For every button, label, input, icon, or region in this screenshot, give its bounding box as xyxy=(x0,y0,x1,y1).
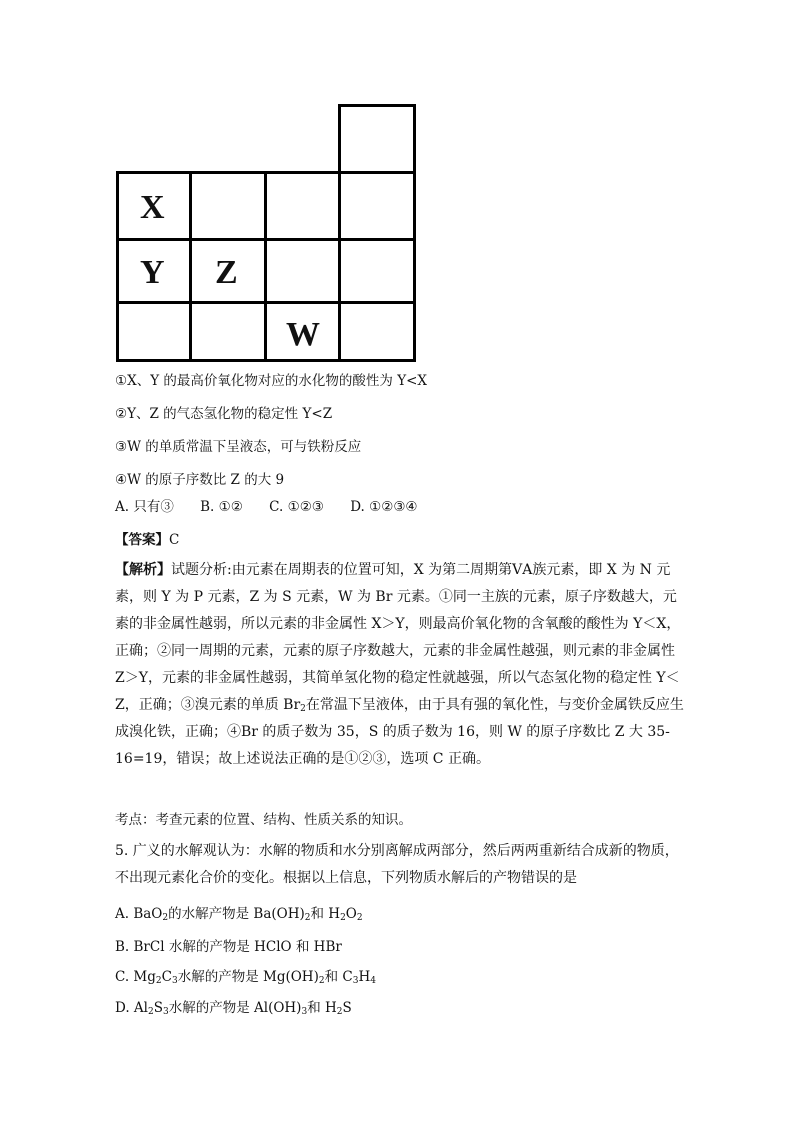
q5-option-b: B. BrCl 水解的产物是 HClO 和 HBr xyxy=(115,939,342,955)
statement-4: ④W 的原子序数比 Z 的大 9 xyxy=(115,472,285,488)
option-d: D. ①②③④ xyxy=(350,499,418,515)
analysis-subscript: 2 xyxy=(300,704,306,714)
answer-options xyxy=(115,497,440,517)
answer-label: 【答案】 xyxy=(115,532,169,548)
element-symbol-w: W xyxy=(286,316,320,353)
table-cell xyxy=(338,301,416,362)
q5-option-d: D. $Al_2S_3$水解的产物是 $Al(OH)_3$和 $H_2S$ xyxy=(115,1000,352,1017)
option-b: B. ①② xyxy=(200,499,243,515)
q5-option-a: A. BaO$_2$的水解产物是 $Ba(OH)_2$和 $H_2O_2$ xyxy=(115,906,363,923)
q5-option-c: C. $Mg_2C_3$水解的产物是 $Mg(OH)_2$和 $C_3H_4$ xyxy=(115,969,376,986)
analysis-text-2: 在常温下呈液体，由于具有强的氧化性，与变价金属铁反应生成溴化铁，正确；④Br 的质子数为 35，S 的质子数为 16，则 W 的原子序数比 Z 大 35-16=19，错误；故上述说法正确的是①②③，选项 C 正确。 xyxy=(115,697,684,767)
table-cell xyxy=(189,301,267,362)
kaodian-line: 考点：考查元素的位置、结构、性质关系的知识。 xyxy=(115,812,412,828)
table-cell xyxy=(189,171,267,241)
element-symbol-z: Z xyxy=(215,254,238,291)
analysis-label: 【解析】 xyxy=(115,562,171,578)
analysis-paragraph xyxy=(115,557,685,773)
statement-1: ①X、Y 的最高价氧化物对应的水化物的酸性为 Y<X xyxy=(115,373,428,389)
periodic-table-fragment xyxy=(0,0,794,370)
element-symbol-y: Y xyxy=(140,254,165,291)
table-cell xyxy=(116,301,192,362)
option-c: C. ①②③ xyxy=(269,499,324,515)
element-symbol-x: X xyxy=(140,189,165,226)
statement-3: ③W 的单质常温下呈液态，可与铁粉反应 xyxy=(115,439,362,455)
answer-line xyxy=(115,530,179,550)
table-cell xyxy=(338,104,416,174)
table-cell xyxy=(338,238,416,304)
table-cell xyxy=(338,171,416,241)
table-cell xyxy=(264,171,341,241)
analysis-text-1: 试题分析:由元素在周期表的位置可知，X 为第二周期第ⅤA族元素，即 X 为 N 元素，则 Y 为 P 元素，Z 为 S 元素，W 为 Br 元素。①同一主族的元素，原子序数越大，元素的非金属性越弱，所以元素的非金属性 X＞Y，则最高价氧化物的含氧酸的酸性为 Y＜X，正确；②同一周期的元素，元素的原子序数越大，元素的非金属性越强，则元素的非金属性 Z＞Y，元素的非金属性越弱，其简单氢化物的稳定性就越强，所以气态氢化物的稳定性 Y＜Z，正确；③溴元素的单质 Br xyxy=(115,562,681,713)
question-5-stem: 5. 广义的水解观认为：水解的物质和水分别离解成两部分，然后两两重新结合成新的物质，不出现元素化合价的变化。根据以上信息，下列物质水解后的产物错误的是 xyxy=(115,843,679,886)
table-cell xyxy=(264,238,341,304)
option-a: A. 只有③ xyxy=(115,499,174,515)
statement-2: ②Y、Z 的气态氢化物的稳定性 Y<Z xyxy=(115,406,333,422)
answer-value: C xyxy=(169,532,180,548)
